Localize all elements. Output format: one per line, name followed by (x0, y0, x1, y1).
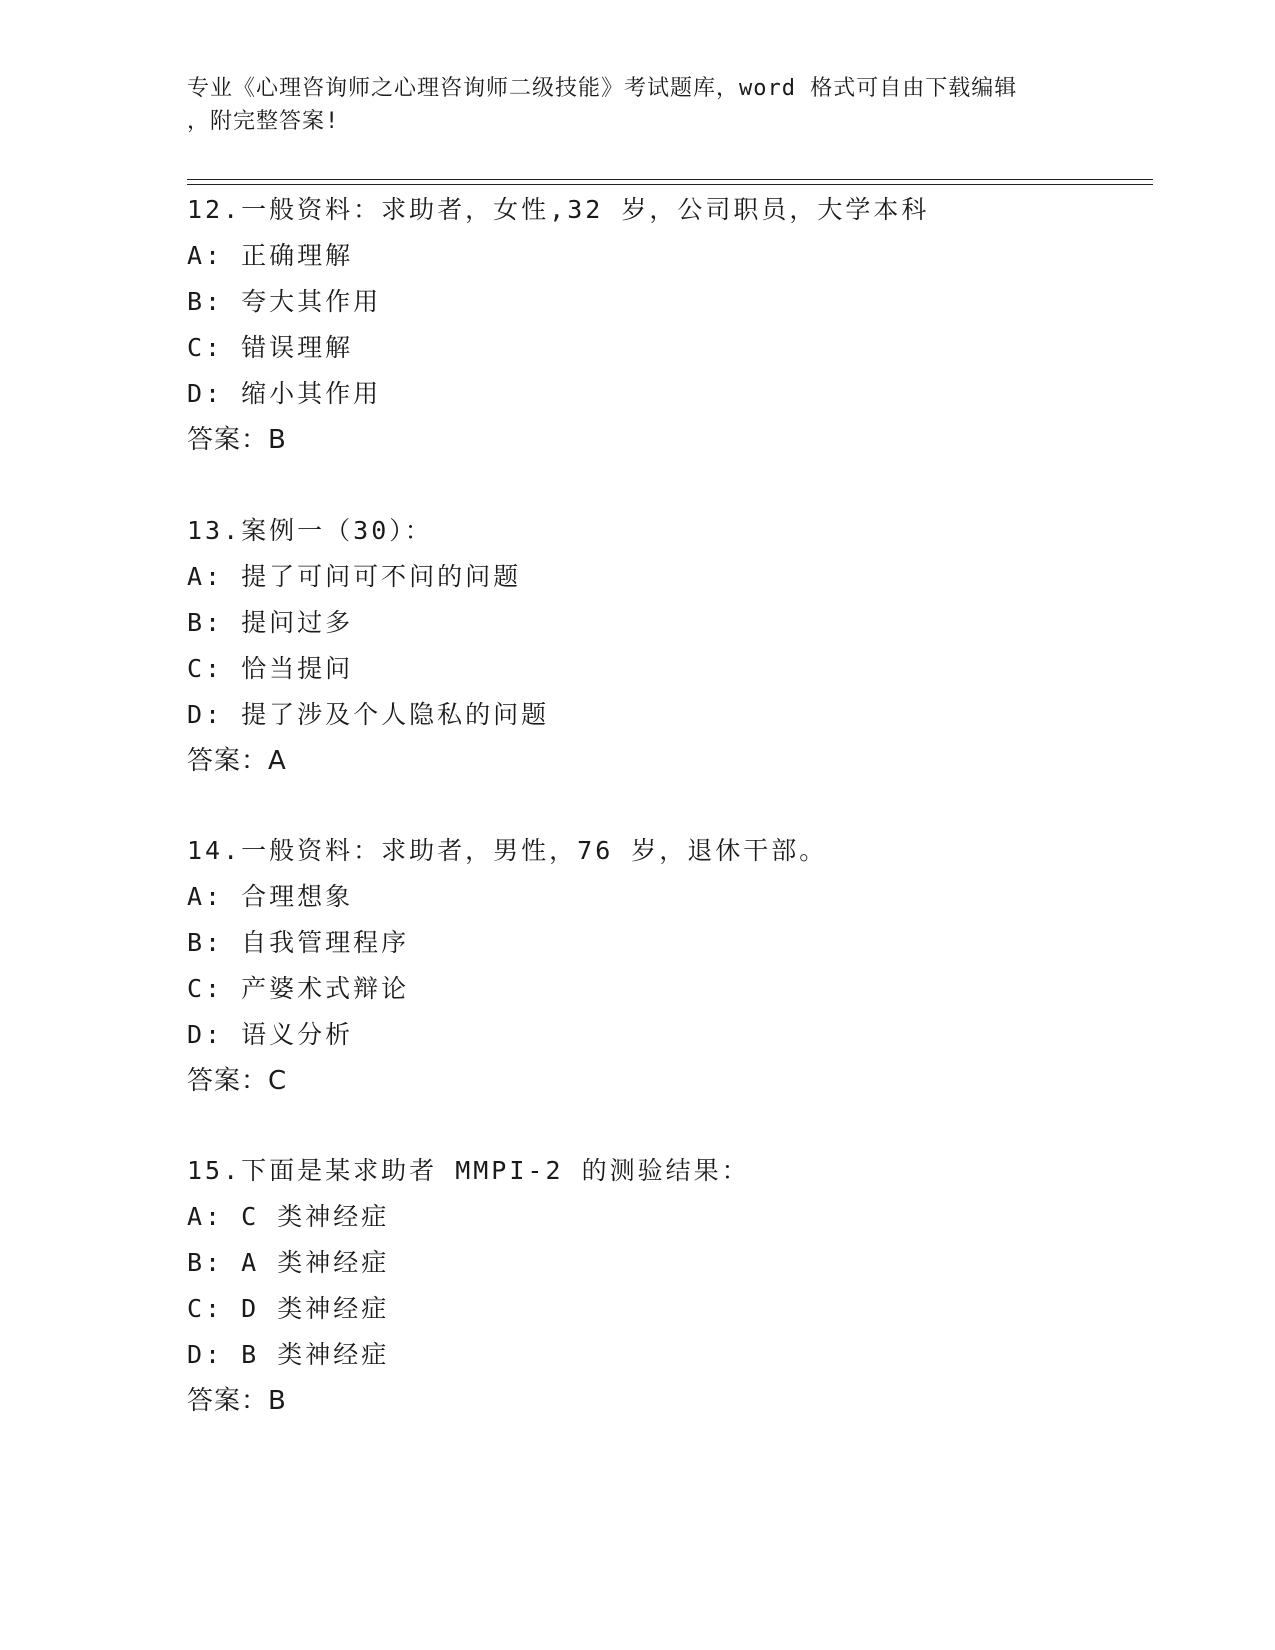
question-13 (187, 508, 1147, 784)
answer-line: 答案：B (187, 1386, 287, 1416)
option-c: C: 产婆术式辩论 (187, 974, 410, 1003)
option-c: C: 恰当提问 (187, 654, 354, 683)
question-15 (187, 1148, 1147, 1424)
option-a: A: 正确理解 (187, 241, 354, 270)
option-d: D: 缩小其作用 (187, 379, 382, 408)
answer-line: 答案：A (187, 746, 287, 776)
option-d: D: B 类神经症 (187, 1340, 390, 1369)
question-stem: 12.一般资料：求助者，女性,32 岁，公司职员，大学本科 (187, 195, 930, 224)
question-stem: 15.下面是某求助者 MMPI-2 的测验结果： (187, 1156, 750, 1185)
option-a: A: 合理想象 (187, 882, 354, 911)
option-b: B: 自我管理程序 (187, 928, 410, 957)
question-14 (187, 828, 1147, 1104)
question-12 (187, 187, 1147, 463)
option-c: C: D 类神经症 (187, 1294, 390, 1323)
question-stem: 13.案例一（30）： (187, 516, 433, 545)
option-a: A: 提了可问可不问的问题 (187, 562, 522, 591)
answer-line: 答案：B (187, 425, 287, 455)
document-header (187, 72, 1087, 138)
header-divider-bottom (187, 184, 1153, 185)
header-line-2: ，附完整答案! (187, 109, 340, 134)
option-b: B: A 类神经症 (187, 1248, 390, 1277)
option-c: C: 错误理解 (187, 333, 354, 362)
answer-line: 答案：C (187, 1066, 288, 1096)
question-stem: 14.一般资料：求助者，男性，76 岁，退休干部。 (187, 836, 828, 865)
header-divider-top (187, 179, 1153, 180)
option-b: B: 夸大其作用 (187, 287, 382, 316)
option-d: D: 语义分析 (187, 1020, 354, 1049)
header-line-1: 专业《心理咨询师之心理咨询师二级技能》考试题库，word 格式可自由下载编辑 (187, 76, 1018, 101)
option-d: D: 提了涉及个人隐私的问题 (187, 700, 550, 729)
option-b: B: 提问过多 (187, 608, 354, 637)
option-a: A: C 类神经症 (187, 1202, 390, 1231)
